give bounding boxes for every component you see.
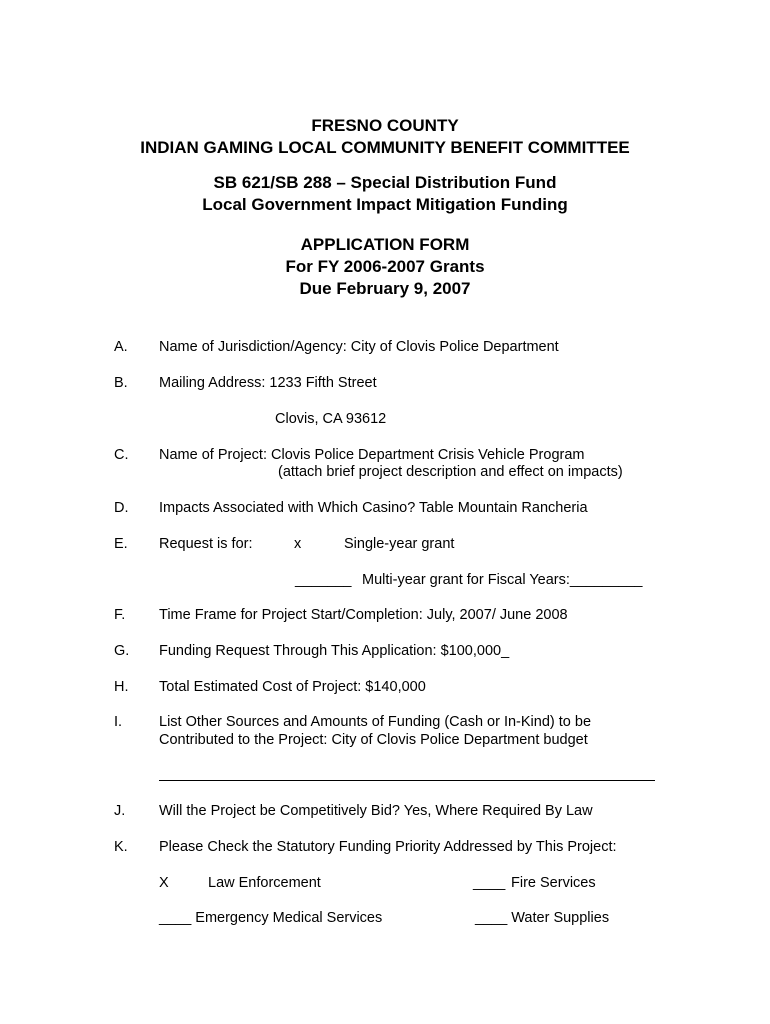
item-c-text: Name of Project: Clovis Police Department Crisis Vehicle Program	[159, 447, 585, 463]
funding-title: Local Government Impact Mitigation Funding	[202, 195, 568, 214]
item-i-blank-line	[159, 780, 655, 781]
item-d-label: D.	[114, 500, 129, 516]
fiscal-year-title: For FY 2006-2007 Grants	[285, 257, 485, 276]
fire-services-blank: ____	[473, 875, 506, 891]
item-b-text: Mailing Address: 1233 Fifth Street	[159, 375, 377, 391]
fire-services-label: Fire Services	[511, 875, 596, 891]
committee-title: INDIAN GAMING LOCAL COMMUNITY BENEFIT COMMITTEE	[140, 138, 630, 157]
fund-title: SB 621/SB 288 – Special Distribution Fund	[213, 173, 557, 192]
item-d-text: Impacts Associated with Which Casino? Table Mountain Rancheria	[159, 500, 588, 516]
item-a-text: Name of Jurisdiction/Agency: City of Clovis Police Department	[159, 339, 559, 355]
item-i-text-continued: Contributed to the Project: City of Clovis Police Department budget	[159, 732, 588, 748]
item-b-label: B.	[114, 375, 128, 391]
multi-year-label: Multi-year grant for Fiscal Years:_________	[362, 572, 643, 588]
multi-year-blank: _______	[295, 572, 352, 588]
item-e-text: Request is for:	[159, 536, 253, 552]
item-f-label: F.	[114, 607, 126, 623]
item-k-text: Please Check the Statutory Funding Priority Addressed by This Project:	[159, 839, 617, 855]
item-j-label: J.	[114, 803, 126, 819]
item-k-label: K.	[114, 839, 128, 855]
emergency-medical-services-option: ____ Emergency Medical Services	[159, 910, 383, 926]
item-b-city-line: Clovis, CA 93612	[275, 411, 387, 427]
county-title: FRESNO COUNTY	[311, 116, 459, 135]
item-g-text: Funding Request Through This Application: $100,000_	[159, 643, 510, 659]
form-title: APPLICATION FORM	[300, 235, 470, 254]
due-date-title: Due February 9, 2007	[299, 279, 471, 298]
item-e-label: E.	[114, 536, 128, 552]
single-year-mark: x	[294, 536, 302, 552]
single-year-label: Single-year grant	[344, 536, 455, 552]
law-enforcement-label: Law Enforcement	[208, 875, 321, 891]
item-f-text: Time Frame for Project Start/Completion: July, 2007/ June 2008	[159, 607, 568, 623]
item-i-text: List Other Sources and Amounts of Funding (Cash or In-Kind) to be	[159, 714, 592, 730]
item-a-label: A.	[114, 339, 128, 355]
item-c-note: (attach brief project description and effect on impacts)	[278, 464, 623, 480]
item-c-label: C.	[114, 447, 129, 463]
item-j-text: Will the Project be Competitively Bid? Yes, Where Required By Law	[159, 803, 593, 819]
law-enforcement-mark: X	[159, 875, 169, 891]
water-supplies-option: ____ Water Supplies	[475, 910, 610, 926]
item-i-label: I.	[114, 714, 123, 730]
item-h-text: Total Estimated Cost of Project: $140,000	[159, 679, 426, 695]
item-h-label: H.	[114, 679, 129, 695]
item-g-label: G.	[114, 643, 130, 659]
